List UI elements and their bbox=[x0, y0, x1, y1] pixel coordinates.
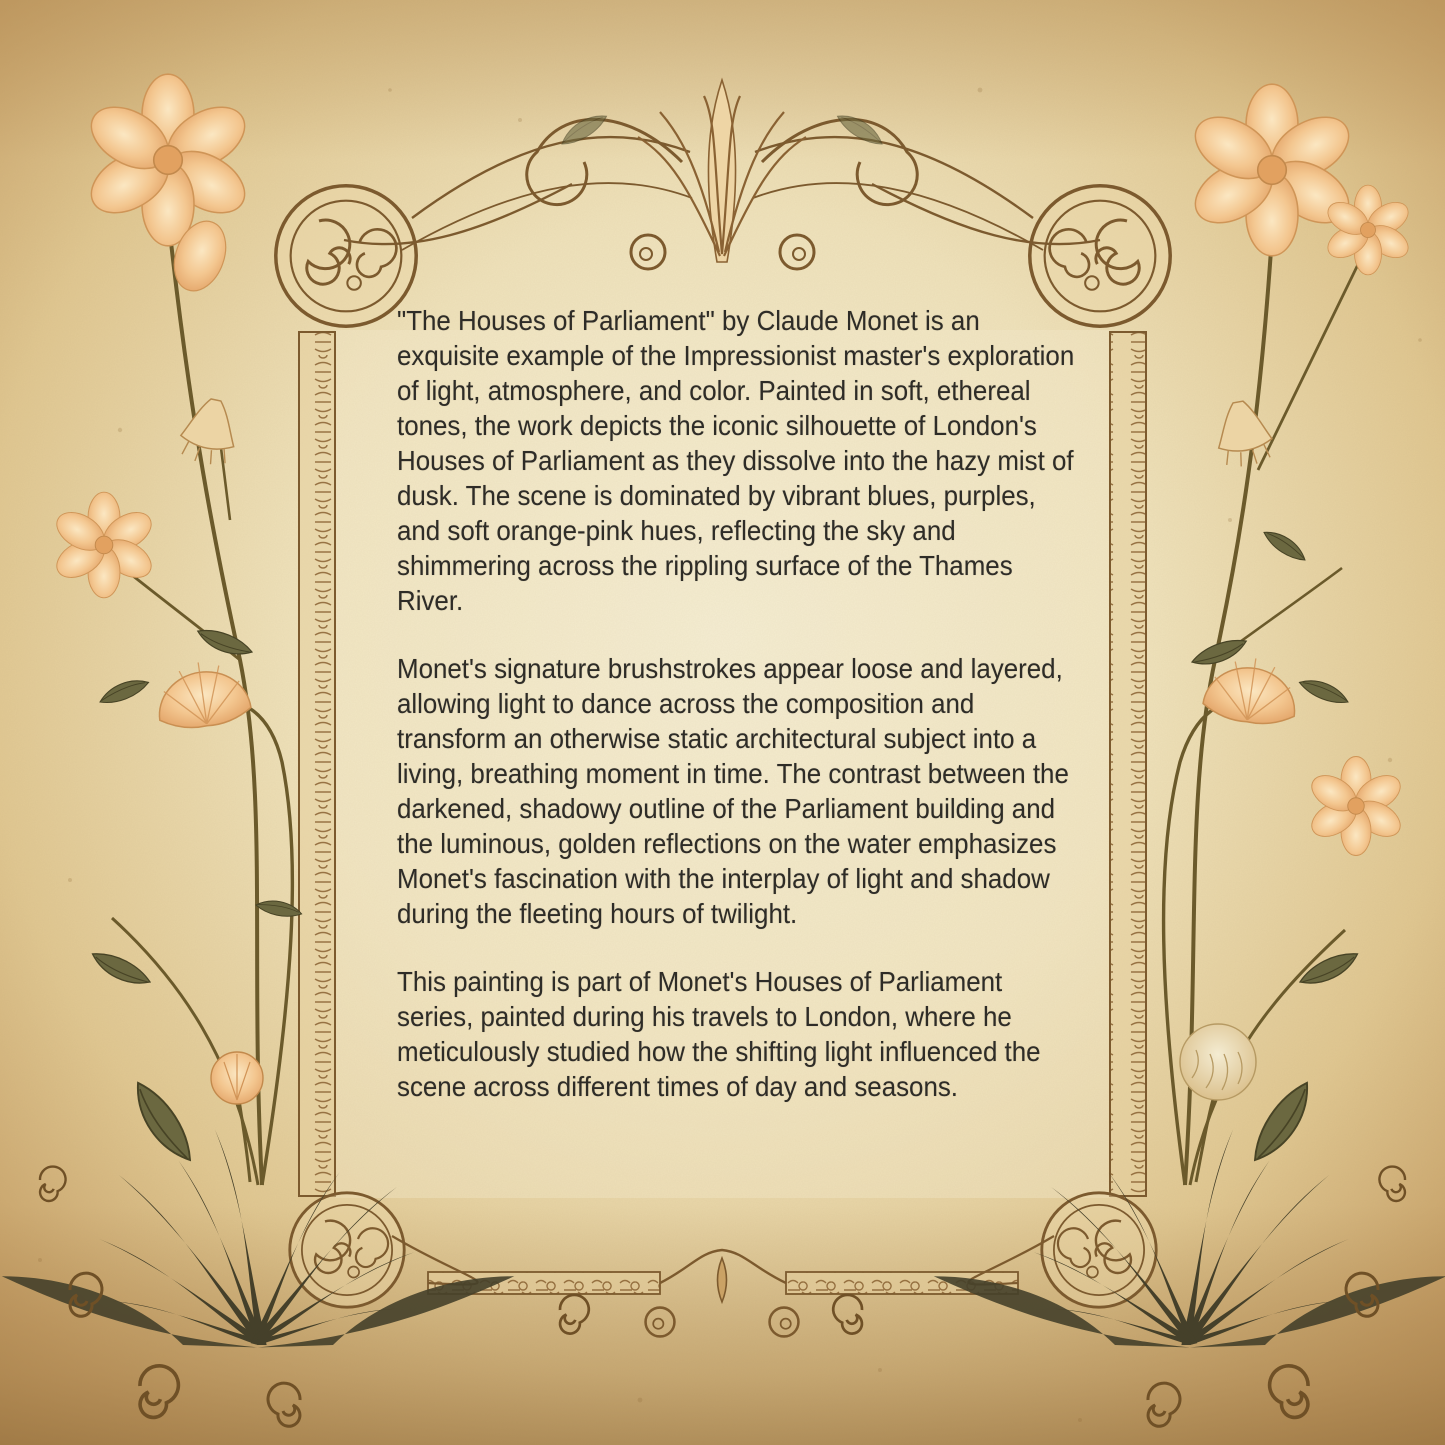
frame-right-border bbox=[1110, 332, 1146, 1196]
corner-medallion-bottom-left bbox=[290, 1193, 404, 1307]
cream-puff-flower-right bbox=[1180, 1024, 1256, 1100]
paragraph-3: This painting is part of Monet's Houses of Parliament series, painted during his travels to London, where he meticulously studied how the shifting light influenced the scene across different times of day and seasons. bbox=[397, 966, 1041, 1102]
frame-left-border bbox=[299, 332, 335, 1196]
paragraph-2: Monet's signature brushstrokes appear loose and layered, allowing light to dance across the composition and transform an otherwise static architectural subject into a living, breathing moment in time. The contrast between the darkened, shadowy outline of the Parliament building and the luminous, golden reflections on the water emphasizes Monet's fascination with the interplay of light and shadow during the fleeting hours of twilight. bbox=[397, 653, 1069, 929]
corner-medallion-top-left bbox=[276, 186, 416, 326]
corner-medallion-bottom-right bbox=[1042, 1193, 1156, 1307]
paragraph-1: "The Houses of Parliament" by Claude Monet is an exquisite example of the Impressionist master's exploration of light, atmosphere, and color. Painted in soft, ethereal tones, the work depicts the iconic silhouette of London's Houses of Parliament as they dissolve into the hazy mist of dusk. The scene is dominated by vibrant blues, purples, and soft orange-pink hues, reflecting the sky and shimmering across the rippling surface of the Thames River. bbox=[397, 305, 1075, 616]
bud-left bbox=[211, 1052, 263, 1104]
description-text bbox=[397, 303, 1078, 1137]
